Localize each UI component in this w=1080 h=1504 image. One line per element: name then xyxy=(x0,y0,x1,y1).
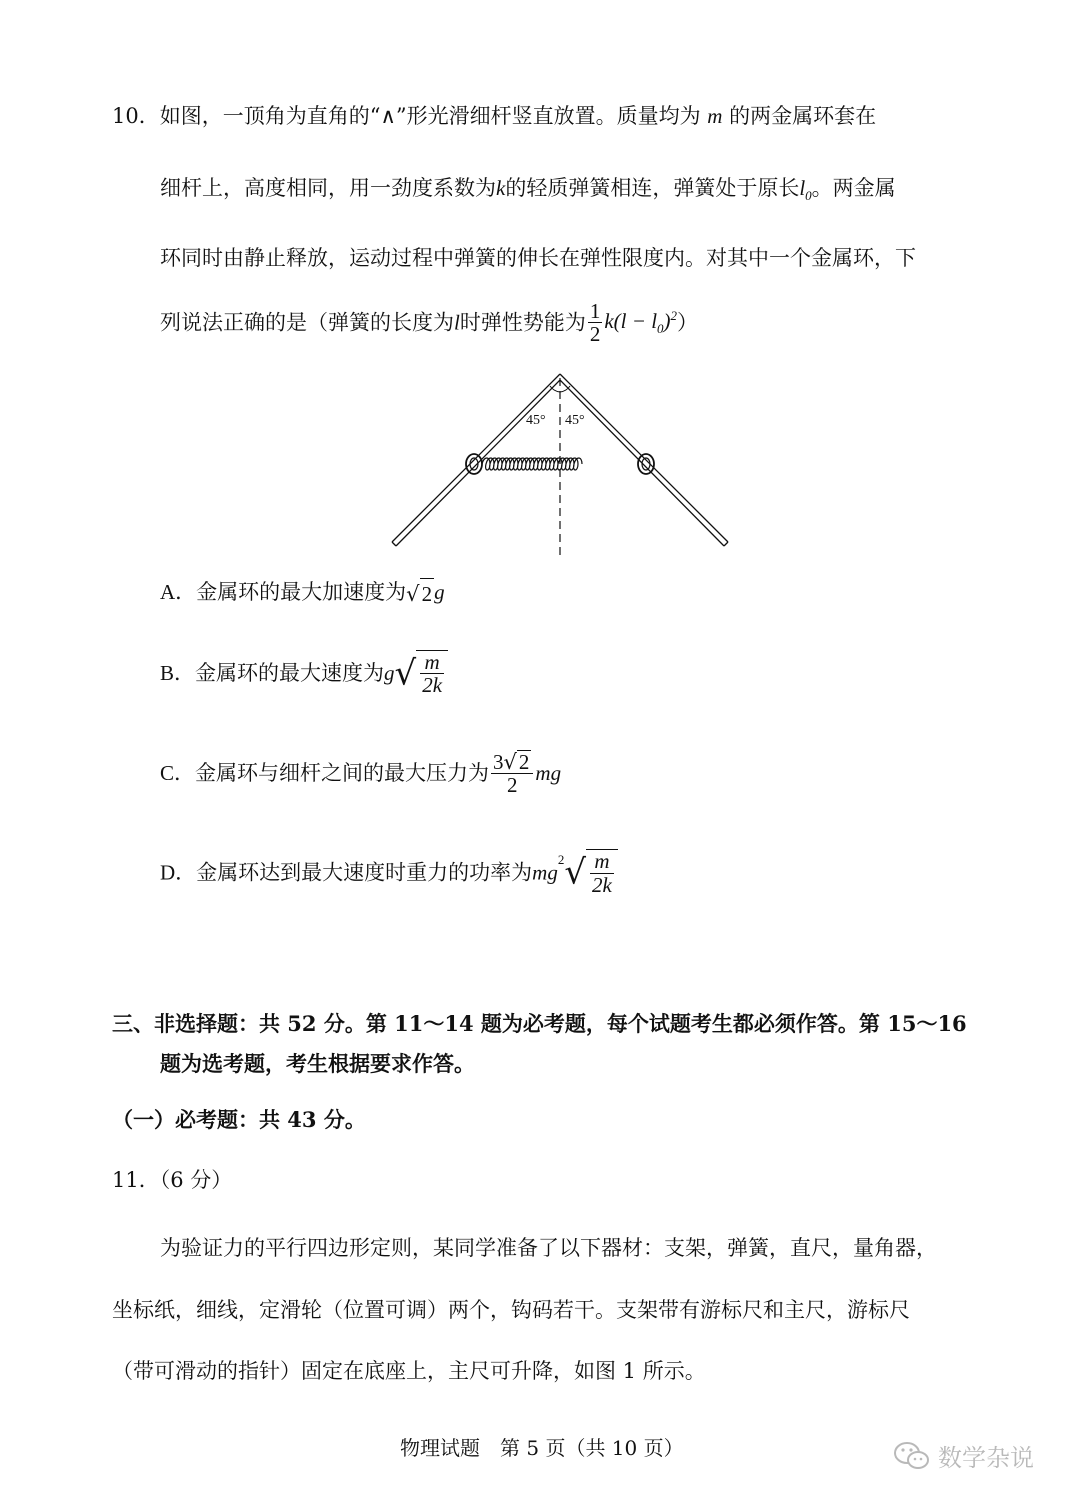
option-a-label: A． xyxy=(160,580,197,604)
sqrt-m-over-2k-d: √ $\frac{m}{2k}$ xyxy=(564,849,618,895)
option-b: B．金属环的最大速度为g√ $\frac{m}{2k}$ xyxy=(160,650,448,696)
right-rod-outer xyxy=(560,374,728,542)
option-d: D．金属环达到最大速度时重力的功率为$mg^2√$ $\frac{m}{2k}$ xyxy=(160,845,618,896)
q10-line-2: 细杆上，高度相同，用一劲度系数为k的轻质弹簧相连，弹簧处于原长$l_0$。两金属 xyxy=(160,176,896,204)
option-c: C．金属环与细杆之间的最大压力为 $\frac{3√2}{2}$ mg xyxy=(160,750,562,798)
section-3-line-2: 题为选考题，考生根据要求作答。 xyxy=(160,1051,475,1076)
caret-symbol: ∧ xyxy=(380,104,396,128)
q10-line-1: 10．如图，一顶角为直角的“∧”形光滑细杆竖直放置。质量均为 m 的两金属环套在 xyxy=(112,104,877,128)
q11-paragraph-line-2: 坐标纸，细线，定滑轮（位置可调）两个，钩码若干。支架带有游标尺和主尺，游标尺 xyxy=(112,1298,910,1322)
q10-line-4: 列说法正确的是（弹簧的长度为l时弹性势能为 $\frac{1}{2}$ $k(l - l_0)^2$） xyxy=(160,299,699,347)
section-3-line-1: 三、非选择题：共 52 分。第 11～14 题为必考题，每个试题考生都必须作答。第 15～16 xyxy=(112,1011,967,1036)
watermark-text: 数学杂说 xyxy=(938,1444,1034,1472)
page-footer: 物理试题 第 5 页（共 10 页） xyxy=(400,1436,684,1460)
left-ring xyxy=(466,454,482,474)
q11-paragraph-line-3: （带可滑动的指针）固定在底座上，主尺可升降，如图 1 所示。 xyxy=(112,1359,706,1383)
wechat-icon xyxy=(892,1439,932,1473)
angle-label-left: 45° xyxy=(526,413,546,428)
sqrt-m-over-2k: √ $\frac{m}{2k}$ xyxy=(395,650,449,696)
elastic-energy-formula: $k(l - l_0)^2$ xyxy=(604,307,678,337)
q10-line-3: 环同时由静止释放，运动过程中弹簧的伸长在弹性限度内。对其中一个金属环，下 xyxy=(160,246,916,270)
option-a: A．金属环的最大加速度为√2g xyxy=(160,577,445,609)
q11-paragraph-line-1: 为验证力的平行四边形定则，某同学准备了以下器材：支架，弹簧，直尺，量角器， xyxy=(160,1236,937,1260)
q11-header: 11．（6 分） xyxy=(112,1168,233,1192)
sqrt-two: √2 xyxy=(406,578,434,609)
option-c-label: C． xyxy=(160,761,196,786)
option-b-label: B． xyxy=(160,661,196,686)
watermark xyxy=(892,1438,1034,1473)
option-d-label: D． xyxy=(160,860,197,885)
rod-spring-figure xyxy=(380,368,740,560)
section-3-subheading: （一）必考题：共 43 分。 xyxy=(112,1107,366,1132)
three-root-two-over-two: $\frac{3√2}{2}$ xyxy=(491,750,533,796)
var-m: m xyxy=(707,104,723,128)
var-l0: $l_0$ xyxy=(799,176,812,204)
spring xyxy=(482,458,582,470)
one-half-fraction: $\frac{1}{2}$ xyxy=(589,299,601,347)
var-k: k xyxy=(496,176,506,200)
right-ring xyxy=(638,454,654,474)
q10-number: 10． xyxy=(112,104,160,128)
angle-label-right: 45° xyxy=(565,413,585,428)
